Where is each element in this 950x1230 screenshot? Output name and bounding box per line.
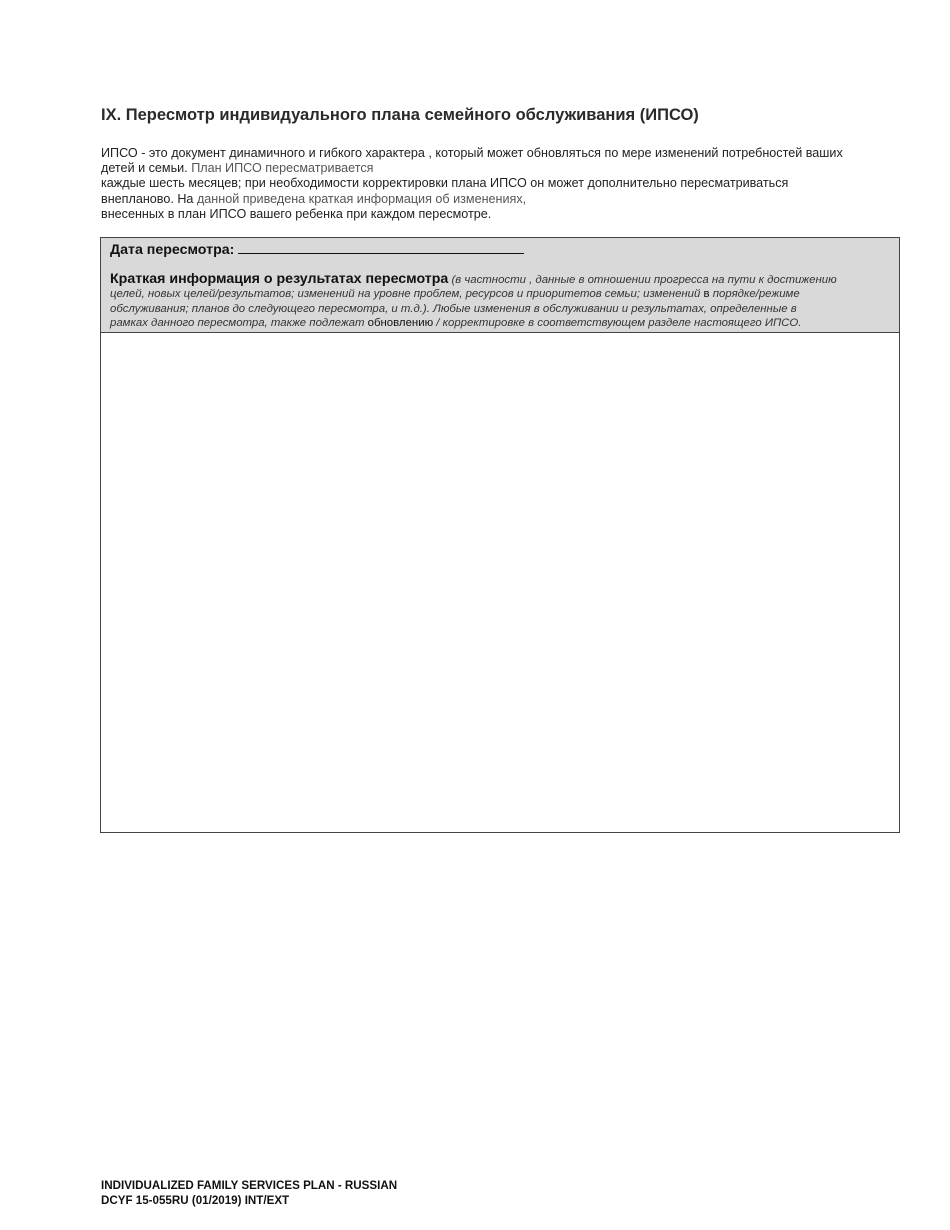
review-summary-text-area[interactable] <box>101 333 899 832</box>
summary-text: целей, новых целей/результатов; изменений на уровне проблем, ресурсов и приоритетов семьи; изменений <box>110 288 704 301</box>
review-date-label: Дата пересмотра: <box>110 242 239 258</box>
summary-text: (в частности , данные в отношении прогресса на пути к достижению <box>448 274 837 286</box>
summary-line: обслуживания; планов до следующего пересмотра, и т.д.). Любые изменения в обслуживании и результатах, определенные в <box>110 302 797 315</box>
intro-line: ИПСО - это документ динамичного и гибкого характера , который может обновляться по мере изменений потребностей ваших <box>101 146 843 160</box>
intro-line: каждые шесть месяцев; при необходимости корректировки плана ИПСО он может дополнительно пересматриваться <box>101 176 789 191</box>
intro-line <box>101 161 901 176</box>
review-date-field[interactable] <box>238 241 524 254</box>
intro-text-muted: данной приведена краткая информация об изменениях, <box>196 191 527 206</box>
footer-form-number: DCYF 15-055RU (01/2019) INT/EXT <box>101 1193 290 1207</box>
review-summary-label: Краткая информация о результатах пересмотра <box>110 271 449 287</box>
intro-line: внесенных в план ИПСО вашего ребенка при каждом пересмотре. <box>101 206 492 221</box>
intro-text-muted: План ИПСО пересматривается <box>191 161 374 176</box>
review-table <box>100 237 900 833</box>
summary-text: / корректировке в соответствующем разделе настоящего ИПСО. <box>433 317 802 330</box>
intro-paragraph <box>101 146 901 222</box>
review-header <box>101 238 899 333</box>
review-summary-instructions <box>110 272 890 331</box>
summary-text-upright: в <box>703 288 710 301</box>
summary-line <box>110 272 890 287</box>
review-date-row <box>110 241 890 258</box>
form-footer <box>101 1179 397 1208</box>
intro-text: детей и семьи. <box>101 161 192 176</box>
footer-form-title: INDIVIDUALIZED FAMILY SERVICES PLAN - RUSSIAN <box>101 1179 398 1192</box>
intro-line <box>101 192 901 207</box>
summary-text: порядке/режиме <box>709 288 800 301</box>
summary-line <box>110 316 890 330</box>
section-heading: IX. Пересмотр индивидуального плана семейного обслуживания (ИПСО) <box>101 106 699 124</box>
summary-text: рамках данного пересмотра, также подлежат <box>110 317 368 330</box>
intro-text: внепланово. На <box>101 191 197 206</box>
summary-line <box>110 287 890 301</box>
summary-text-upright: обновлению <box>367 317 434 330</box>
